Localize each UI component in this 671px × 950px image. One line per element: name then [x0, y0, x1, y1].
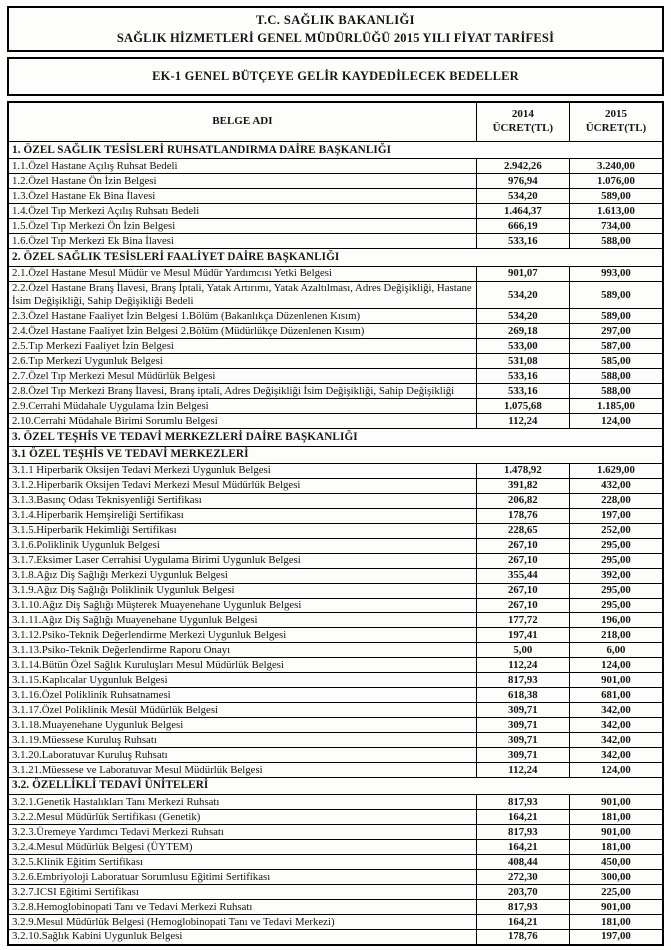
document-name-cell: 3.1.9.Ağız Diş Sağlığı Poliklinik Uygunluk Belgesi: [8, 583, 476, 598]
document-name-cell: 1.6.Özel Tıp Merkezi Ek Bina İlavesi: [8, 234, 476, 249]
price-2015-cell: 342,00: [569, 718, 663, 733]
section-header-row: [8, 777, 663, 794]
price-2015-cell: 218,00: [569, 628, 663, 643]
table-row: [8, 703, 663, 718]
price-2015-cell: 901,00: [569, 795, 663, 810]
table-row: [8, 324, 663, 339]
document-name-cell: 3.1.10.Ağız Diş Sağlığı Müşterek Muayenehane Uygunluk Belgesi: [8, 598, 476, 613]
table-row: [8, 414, 663, 429]
price-2015-cell: 295,00: [569, 598, 663, 613]
document-name-cell: 3.2.5.Klinik Eğitim Sertifikası: [8, 855, 476, 870]
price-2015-cell: 588,00: [569, 234, 663, 249]
document-name-cell: 3.2.8.Hemoglobinopati Tanı ve Tedavi Merkezi Ruhsatı: [8, 900, 476, 915]
document-name-cell: 2.6.Tıp Merkezi Uygunluk Belgesi: [8, 354, 476, 369]
price-2015-cell: 252,00: [569, 523, 663, 538]
document-name-cell: 3.1.18.Muayenehane Uygunluk Belgesi: [8, 718, 476, 733]
price-2014-cell: 203,70: [476, 885, 569, 900]
price-2015-cell: 297,00: [569, 324, 663, 339]
price-2014-cell: 164,21: [476, 810, 569, 825]
table-row: [8, 463, 663, 478]
price-2015-cell: 3.240,00: [569, 159, 663, 174]
document-name-cell: 3.1.6.Poliklinik Uygunluk Belgesi: [8, 538, 476, 553]
price-2014-cell: 267,10: [476, 538, 569, 553]
annex-title-box: [7, 57, 664, 96]
section-header-row: [8, 446, 663, 463]
price-2014-cell: 164,21: [476, 915, 569, 930]
price-2015-cell: 295,00: [569, 583, 663, 598]
price-2014-cell: 197,41: [476, 628, 569, 643]
tariff-table-body: [8, 142, 663, 945]
table-row: [8, 309, 663, 324]
document-name-cell: 3.1.1 Hiperbarik Oksijen Tedavi Merkezi Uygunluk Belgesi: [8, 463, 476, 478]
price-2015-cell: 124,00: [569, 658, 663, 673]
price-2015-cell: 585,00: [569, 354, 663, 369]
table-row: [8, 281, 663, 309]
price-2015-cell: 1.185,00: [569, 399, 663, 414]
table-row: [8, 204, 663, 219]
table-row: [8, 508, 663, 523]
table-row: [8, 673, 663, 688]
price-2015-cell: 681,00: [569, 688, 663, 703]
price-2014-cell: 112,24: [476, 658, 569, 673]
document-name-cell: 3.2.3.Üremeye Yardımcı Tedavi Merkezi Ruhsatı: [8, 825, 476, 840]
price-2015-cell: 588,00: [569, 384, 663, 399]
section-title: 1. ÖZEL SAĞLIK TESİSLERİ RUHSATLANDIRMA DAİRE BAŞKANLIĞI: [8, 142, 663, 159]
section-header-row: [8, 249, 663, 266]
price-2015-cell: 181,00: [569, 915, 663, 930]
table-row: [8, 159, 663, 174]
price-2015-cell: 342,00: [569, 733, 663, 748]
price-2015-cell: 300,00: [569, 870, 663, 885]
col-header-2014-unit: ÜCRET(TL): [492, 122, 554, 134]
document-name-cell: 3.1.17.Özel Poliklinik Mesül Müdürlük Belgesi: [8, 703, 476, 718]
table-row: [8, 553, 663, 568]
document-name-cell: 3.2.2.Mesul Müdürlük Sertifikası (Genetik): [8, 810, 476, 825]
price-2015-cell: 342,00: [569, 748, 663, 763]
document-name-cell: 3.1.20.Laboratuvar Kuruluş Ruhsatı: [8, 748, 476, 763]
table-row: [8, 174, 663, 189]
price-2015-cell: 196,00: [569, 613, 663, 628]
document-name-cell: 3.1.13.Psiko-Teknik Değerlendirme Raporu Onayı: [8, 643, 476, 658]
price-2014-cell: 5,00: [476, 643, 569, 658]
price-2014-cell: 1.478,92: [476, 463, 569, 478]
table-row: [8, 493, 663, 508]
price-2014-cell: 1.075,68: [476, 399, 569, 414]
table-row: [8, 478, 663, 493]
table-header-row: [8, 102, 663, 142]
annex-title: EK-1 GENEL BÜTÇEYE GELİR KAYDEDİLECEK BEDELLER: [152, 69, 519, 83]
price-2015-cell: 734,00: [569, 219, 663, 234]
document-name-cell: 2.2.Özel Hastane Branş İlavesi, Branş İptali, Yatak Artırımı, Yatak Azaltılması, Adres Değişikliği, Hastane İsim Değişikliği, Sahip Değişikliği Bedeli: [8, 281, 476, 309]
price-2014-cell: 177,72: [476, 613, 569, 628]
table-row: [8, 538, 663, 553]
table-row: [8, 339, 663, 354]
table-row: [8, 870, 663, 885]
table-row: [8, 643, 663, 658]
table-row: [8, 568, 663, 583]
document-name-cell: 3.1.3.Basınç Odası Teknisyenliği Sertifikası: [8, 493, 476, 508]
price-2014-cell: 817,93: [476, 795, 569, 810]
price-2014-cell: 618,38: [476, 688, 569, 703]
price-2014-cell: 534,20: [476, 309, 569, 324]
price-2014-cell: 267,10: [476, 553, 569, 568]
price-2014-cell: 309,71: [476, 703, 569, 718]
document-name-cell: 2.3.Özel Hastane Faaliyet İzin Belgesi 1.Bölüm (Bakanlıkça Düzenlenen Kısım): [8, 309, 476, 324]
directorate-tariff-title: SAĞLIK HİZMETLERİ GENEL MÜDÜRLÜĞÜ 2015 YILI FİYAT TARİFESİ: [116, 31, 555, 45]
col-header-2015-unit: ÜCRET(TL): [585, 122, 647, 134]
table-row: [8, 795, 663, 810]
price-2015-cell: 1.613,00: [569, 204, 663, 219]
price-2015-cell: 392,00: [569, 568, 663, 583]
table-row: [8, 885, 663, 900]
document-name-cell: 3.1.7.Eksimer Laser Cerrahisi Uygulama Birimi Uygunluk Belgesi: [8, 553, 476, 568]
price-2015-cell: 588,00: [569, 369, 663, 384]
document-name-cell: 3.1.21.Müessese ve Laboratuvar Mesul Müdürlük Belgesi: [8, 763, 476, 778]
table-row: [8, 598, 663, 613]
document-name-cell: 1.2.Özel Hastane Ön İzin Belgesi: [8, 174, 476, 189]
price-2014-cell: 206,82: [476, 493, 569, 508]
price-2014-cell: 817,93: [476, 825, 569, 840]
table-row: [8, 523, 663, 538]
document-name-cell: 3.2.4.Mesul Müdürlük Belgesi (ÜYTEM): [8, 840, 476, 855]
price-2014-cell: 178,76: [476, 508, 569, 523]
price-2014-cell: 391,82: [476, 478, 569, 493]
price-2015-cell: 6,00: [569, 643, 663, 658]
document-name-cell: 2.7.Özel Tıp Merkezi Mesul Müdürlük Belgesi: [8, 369, 476, 384]
section-title: 2. ÖZEL SAĞLIK TESİSLERİ FAALİYET DAİRE BAŞKANLIĞI: [8, 249, 663, 266]
tariff-table: [7, 101, 664, 946]
document-name-cell: 3.1.2.Hiperbarik Oksijen Tedavi Merkezi Mesul Müdürlük Belgesi: [8, 478, 476, 493]
price-2015-cell: 587,00: [569, 339, 663, 354]
price-2015-cell: 197,00: [569, 929, 663, 944]
price-2014-cell: 272,30: [476, 870, 569, 885]
price-2015-cell: 589,00: [569, 309, 663, 324]
price-2014-cell: 267,10: [476, 598, 569, 613]
document-name-cell: 2.1.Özel Hastane Mesul Müdür ve Mesul Müdür Yardımcısı Yetki Belgesi: [8, 266, 476, 281]
price-2015-cell: 1.629,00: [569, 463, 663, 478]
document-name-cell: 3.2.10.Sağlık Kabini Uygunluk Belgesi: [8, 929, 476, 944]
table-row: [8, 840, 663, 855]
price-2014-cell: 355,44: [476, 568, 569, 583]
table-row: [8, 583, 663, 598]
price-2015-cell: 124,00: [569, 763, 663, 778]
price-2015-cell: 295,00: [569, 538, 663, 553]
price-2014-cell: 228,65: [476, 523, 569, 538]
price-2014-cell: 817,93: [476, 900, 569, 915]
document-name-cell: 3.1.11.Ağız Diş Sağlığı Muayenehane Uygunluk Belgesi: [8, 613, 476, 628]
document-name-cell: 3.1.16.Özel Poliklinik Ruhsatnamesi: [8, 688, 476, 703]
document-name-cell: 3.2.1.Genetik Hastalıkları Tanı Merkezi Ruhsatı: [8, 795, 476, 810]
document-name-cell: 3.2.9.Mesul Müdürlük Belgesi (Hemoglobinopati Tanı ve Tedavi Merkezi): [8, 915, 476, 930]
table-row: [8, 369, 663, 384]
table-row: [8, 733, 663, 748]
table-row: [8, 929, 663, 944]
price-2014-cell: 817,93: [476, 673, 569, 688]
price-2015-cell: 342,00: [569, 703, 663, 718]
price-2015-cell: 225,00: [569, 885, 663, 900]
col-header-2015-year: 2015: [604, 108, 627, 121]
price-2014-cell: 309,71: [476, 748, 569, 763]
price-2014-cell: 269,18: [476, 324, 569, 339]
price-2015-cell: 589,00: [569, 281, 663, 309]
price-2014-cell: 533,16: [476, 234, 569, 249]
ministry-title: T.C. SAĞLIK BAKANLIĞI: [256, 13, 415, 27]
price-2015-cell: 901,00: [569, 673, 663, 688]
table-row: [8, 399, 663, 414]
col-header-2015-price: [569, 102, 663, 142]
table-row: [8, 688, 663, 703]
section-header-row: [8, 142, 663, 159]
table-row: [8, 219, 663, 234]
section-header-row: [8, 429, 663, 446]
table-row: [8, 189, 663, 204]
price-2014-cell: 267,10: [476, 583, 569, 598]
table-row: [8, 825, 663, 840]
document-name-cell: 3.1.12.Psiko-Teknik Değerlendirme Merkezi Uygunluk Belgesi: [8, 628, 476, 643]
table-row: [8, 915, 663, 930]
table-row: [8, 628, 663, 643]
price-2015-cell: 181,00: [569, 840, 663, 855]
price-2014-cell: 309,71: [476, 718, 569, 733]
price-2014-cell: 408,44: [476, 855, 569, 870]
document-name-cell: 2.10.Cerrahi Müdahale Birimi Sorumlu Belgesi: [8, 414, 476, 429]
price-2014-cell: 178,76: [476, 929, 569, 944]
price-2015-cell: 432,00: [569, 478, 663, 493]
table-row: [8, 810, 663, 825]
price-2015-cell: 901,00: [569, 825, 663, 840]
document-name-cell: 3.2.7.ICSI Eğitimi Sertifikası: [8, 885, 476, 900]
table-row: [8, 266, 663, 281]
price-2014-cell: 112,24: [476, 763, 569, 778]
price-2014-cell: 976,94: [476, 174, 569, 189]
table-row: [8, 718, 663, 733]
price-2015-cell: 901,00: [569, 900, 663, 915]
document-name-cell: 3.1.8.Ağız Diş Sağlığı Merkezi Uygunluk Belgesi: [8, 568, 476, 583]
price-2014-cell: 531,08: [476, 354, 569, 369]
price-2015-cell: 124,00: [569, 414, 663, 429]
price-2015-cell: 295,00: [569, 553, 663, 568]
document-name-cell: 1.1.Özel Hastane Açılış Ruhsat Bedeli: [8, 159, 476, 174]
document-name-cell: 3.2.6.Embriyoloji Laboratuar Sorumlusu Eğitimi Sertifikası: [8, 870, 476, 885]
price-2015-cell: 197,00: [569, 508, 663, 523]
price-2014-cell: 533,00: [476, 339, 569, 354]
table-row: [8, 855, 663, 870]
price-2014-cell: 2.942,26: [476, 159, 569, 174]
document-name-cell: 3.1.5.Hiperbarik Hekimliği Sertifikası: [8, 523, 476, 538]
document-name-cell: 3.1.14.Bütün Özel Sağlık Kuruluşları Mesul Müdürlük Belgesi: [8, 658, 476, 673]
document-name-cell: 1.3.Özel Hastane Ek Bina İlavesi: [8, 189, 476, 204]
table-row: [8, 613, 663, 628]
table-row: [8, 354, 663, 369]
price-2014-cell: 112,24: [476, 414, 569, 429]
col-header-2014-price: [476, 102, 569, 142]
price-2015-cell: 228,00: [569, 493, 663, 508]
document-name-cell: 2.4.Özel Hastane Faaliyet İzin Belgesi 2.Bölüm (Müdürlükçe Düzenlenen Kısım): [8, 324, 476, 339]
price-2015-cell: 1.076,00: [569, 174, 663, 189]
col-header-document-name: BELGE ADI: [8, 102, 476, 142]
price-2014-cell: 1.464,37: [476, 204, 569, 219]
table-row: [8, 658, 663, 673]
price-2014-cell: 901,07: [476, 266, 569, 281]
price-2015-cell: 181,00: [569, 810, 663, 825]
section-title: 3.1 ÖZEL TEŞHİS VE TEDAVİ MERKEZLERİ: [8, 446, 663, 463]
table-row: [8, 763, 663, 778]
col-header-2014-year: 2014: [511, 108, 534, 121]
table-row: [8, 748, 663, 763]
price-2015-cell: 993,00: [569, 266, 663, 281]
section-title: 3. ÖZEL TEŞHİS VE TEDAVİ MERKEZLERİ DAİRE BAŞKANLIĞI: [8, 429, 663, 446]
document-name-cell: 1.5.Özel Tıp Merkezi Ön İzin Belgesi: [8, 219, 476, 234]
document-name-cell: 2.5.Tıp Merkezi Faaliyet İzin Belgesi: [8, 339, 476, 354]
price-2014-cell: 666,19: [476, 219, 569, 234]
document-name-cell: 2.8.Özel Tıp Merkezi Branş İlavesi, Branş iptali, Adres Değişikliği İsim Değişikliği, Sahip Değişikliği: [8, 384, 476, 399]
price-2014-cell: 534,20: [476, 189, 569, 204]
price-2014-cell: 534,20: [476, 281, 569, 309]
section-title: 3.2. ÖZELLİKLİ TEDAVİ ÜNİTELERİ: [8, 777, 663, 794]
document-name-cell: 1.4.Özel Tıp Merkezi Açılış Ruhsatı Bedeli: [8, 204, 476, 219]
price-2014-cell: 309,71: [476, 733, 569, 748]
price-2014-cell: 533,16: [476, 369, 569, 384]
price-2015-cell: 450,00: [569, 855, 663, 870]
table-row: [8, 384, 663, 399]
price-2015-cell: 589,00: [569, 189, 663, 204]
document-header: [7, 6, 664, 52]
document-name-cell: 3.1.15.Kaplıcalar Uygunluk Belgesi: [8, 673, 476, 688]
document-name-cell: 2.9.Cerrahi Müdahale Uygulama İzin Belgesi: [8, 399, 476, 414]
price-2014-cell: 533,16: [476, 384, 569, 399]
table-row: [8, 234, 663, 249]
price-2014-cell: 164,21: [476, 840, 569, 855]
document-name-cell: 3.1.4.Hiperbarik Hemşireliği Sertifikası: [8, 508, 476, 523]
document-name-cell: 3.1.19.Müessese Kuruluş Ruhsatı: [8, 733, 476, 748]
